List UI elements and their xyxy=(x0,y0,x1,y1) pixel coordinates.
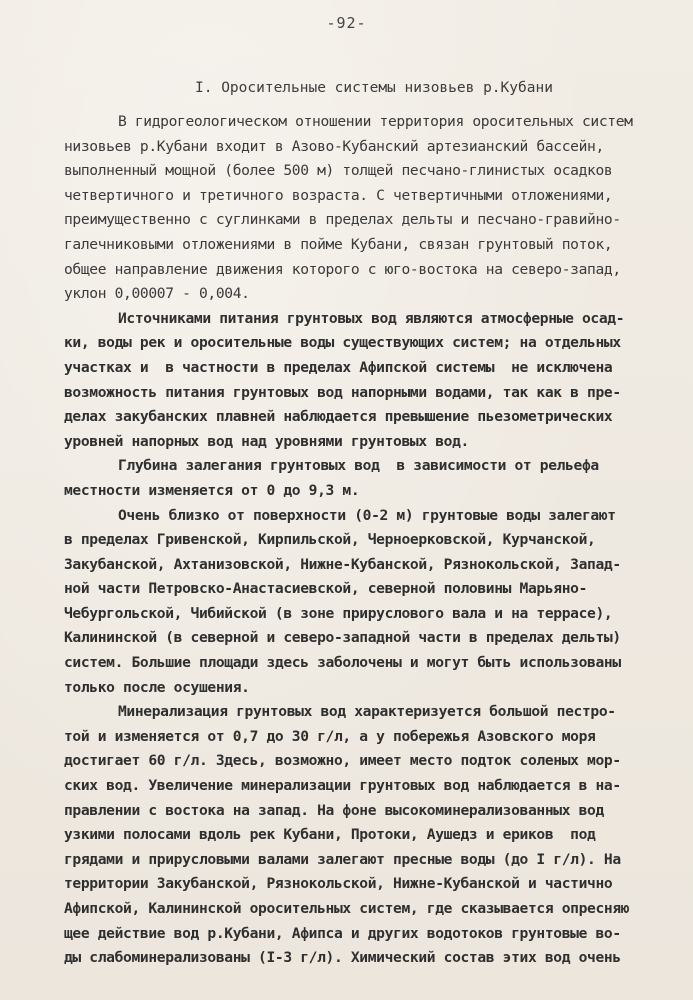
text-line: щее действие вод р.Кубани, Афипса и других водотоков грунтовые во- xyxy=(64,924,621,942)
text-line: выполненный мощной (более 500 м) толщей песчано-глинистых осадков xyxy=(64,162,613,180)
text-line: участках и в частности в пределах Афипской системы не исключена xyxy=(64,358,613,376)
text-line: систем. Большие площади здесь заболочены и могут быть использованы xyxy=(64,654,621,672)
text-line: преимущественно с суглинками в пределах дельты и песчано-гравийно- xyxy=(64,211,621,229)
text-line: территории Закубанской, Рязнокольской, Нижне-Кубанской и частично xyxy=(64,875,613,893)
text-line: грядами и прирусловыми валами залегают пресные воды (до I г/л). На xyxy=(64,850,621,868)
text-line: ды слабоминерализованы (I-3 г/л). Химический состав этих вод очень xyxy=(64,949,621,967)
text-line: возможность питания грунтовых вод напорными водами, так как в пре- xyxy=(64,383,621,401)
text-line: Афипской, Калининской оросительных систем, где сказывается опресняю xyxy=(64,900,630,917)
text-line: Глубина залегания грунтовых вод в зависимости от рельефа xyxy=(118,457,599,475)
text-line: В гидрогеологическом отношении территория оросительных систем xyxy=(118,113,633,130)
text-line: ских вод. Увеличение минерализации грунтовых вод наблюдается в на- xyxy=(64,777,621,795)
text-line: местности изменяется от 0 до 9,3 м. xyxy=(64,481,360,499)
text-line: правлении с востока на запад. На фоне высокоминерализованных вод xyxy=(64,801,604,819)
text-line: только после осушения. xyxy=(64,678,250,696)
text-line: Минерализация грунтовых вод характеризуется большой пестро- xyxy=(118,703,616,721)
section-heading: I. Оросительные системы низовьев р.Кубани xyxy=(195,80,553,96)
text-line: узкими полосами вдоль рек Кубани, Протоки, Аушедз и ериков под xyxy=(64,826,596,844)
text-line: Очень близко от поверхности (0-2 м) грунтовые воды залегают xyxy=(118,506,616,524)
text-line: четвертичного и третичного возраста. С четвертичными отложениями, xyxy=(64,186,613,204)
text-line: уровней напорных вод над уровнями грунтовых вод. xyxy=(64,432,469,450)
text-line: ки, воды рек и оросительные воды существующих систем; на отдельных xyxy=(64,334,621,352)
text-line: уклон 0,00007 - 0,004. xyxy=(64,285,250,303)
text-line: Источниками питания грунтовых вод являются атмосферные осад- xyxy=(118,309,625,327)
text-line: ной части Петровско-Анастасиевской, северной половины Марьяно- xyxy=(64,580,588,598)
text-line: низовьев р.Кубани входит в Азово-Кубанский артезианский бассейн, xyxy=(64,137,604,155)
text-line: Чебургольской, Чибийской (в зоне прируслового вала и на террасе), xyxy=(64,604,613,622)
text-line: достигает 60 г/л. Здесь, возможно, имеет место подток соленых мор- xyxy=(64,752,621,770)
text-line: Калининской (в северной и северо-западной части в пределах дельты) xyxy=(64,629,621,647)
text-line: общее направление движения которого с юго-востока на северо-запад, xyxy=(64,260,621,278)
text-line: в пределах Гривенской, Кирпильской, Черноерковской, Курчанской, xyxy=(64,531,596,549)
page-number: -92- xyxy=(326,14,367,32)
text-line: делах закубанских плавней наблюдается превышение пьезометрических xyxy=(64,408,613,426)
text-line: той и изменяется от 0,7 до 30 г/л, а у побережья Азовского моря xyxy=(64,727,596,745)
body-text xyxy=(64,110,693,971)
text-line: галечниковыми отложениями в пойме Кубани, связан грунтовый поток, xyxy=(64,235,613,253)
text-line: Закубанской, Ахтанизовской, Нижне-Кубанской, Рязнокольской, Запад- xyxy=(64,555,621,573)
